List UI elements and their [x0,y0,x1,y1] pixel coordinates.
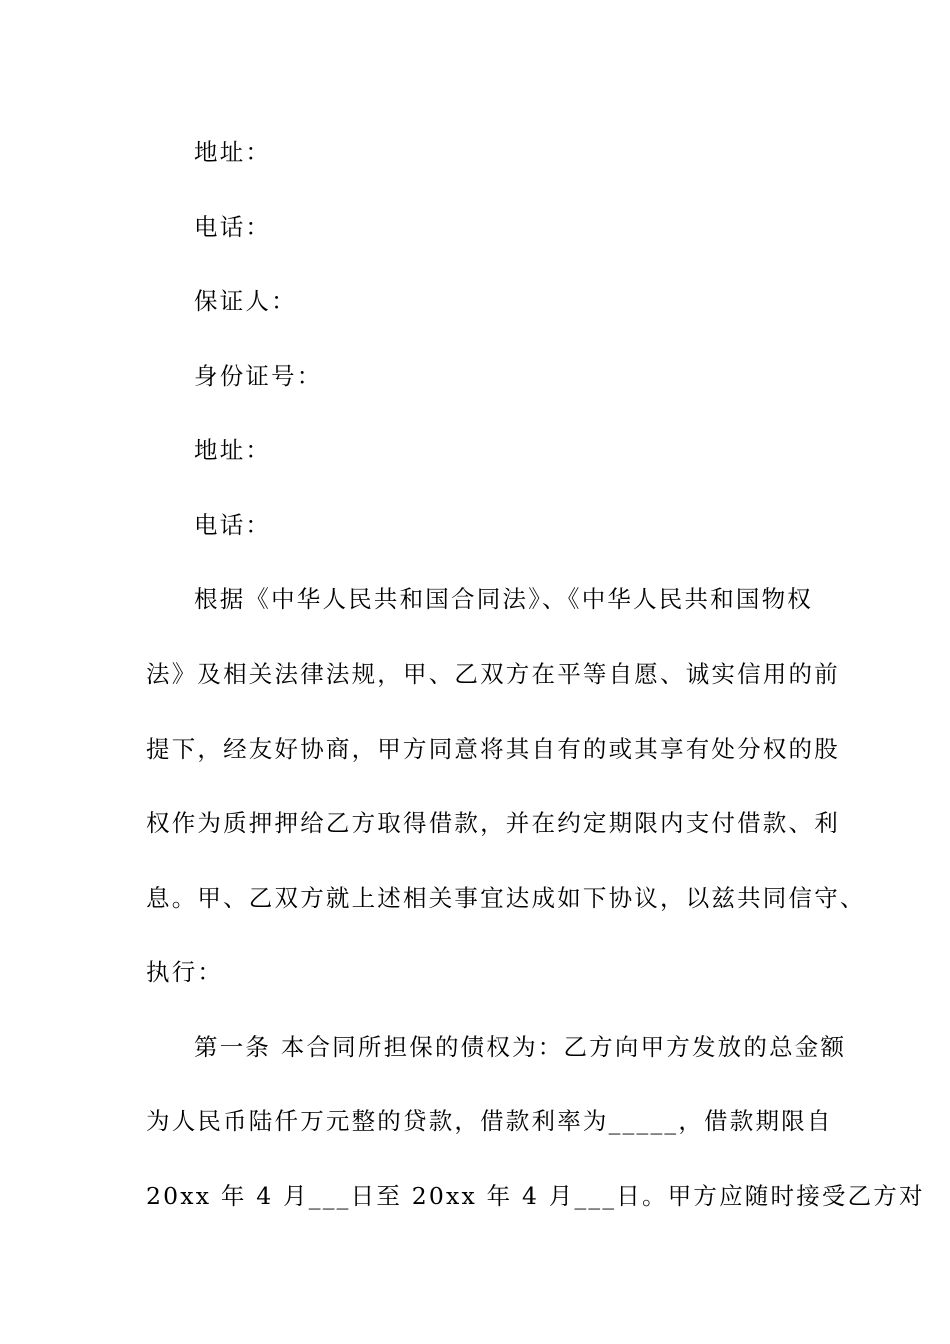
guarantor-phone-label: 电话： [194,511,272,539]
address-label: 地址： [194,138,272,166]
preamble-line-4: 权作为质押押给乙方取得借款，并在约定期限内支付借款、利 [146,809,840,837]
id-number-label: 身份证号： [194,362,323,390]
article-one-line-2: 为人民币陆仟万元整的贷款，借款利率为_____，借款期限自 [146,1107,833,1135]
article-one-line-1: 第一条 本合同所担保的债权为：乙方向甲方发放的总金额 [194,1033,847,1061]
preamble-line-6: 执行： [146,958,224,986]
preamble-line-3: 提下，经友好协商，甲方同意将其自有的或其享有处分权的股 [146,735,840,763]
preamble-line-1: 根据《中华人民共和国合同法》、《中华人民共和国物权 [194,585,813,613]
guarantor-label: 保证人： [194,287,297,315]
article-one-line-3: 20xx 年 4 月___日至 20xx 年 4 月___日。甲方应随时接受乙方对 [146,1182,925,1210]
phone-label: 电话： [194,213,272,241]
preamble-line-5: 息。甲、乙双方就上述相关事宜达成如下协议，以兹共同信守、 [146,884,866,912]
preamble-line-2: 法》及相关法律法规，甲、乙双方在平等自愿、诚实信用的前 [146,660,840,688]
guarantor-address-label: 地址： [194,436,272,464]
